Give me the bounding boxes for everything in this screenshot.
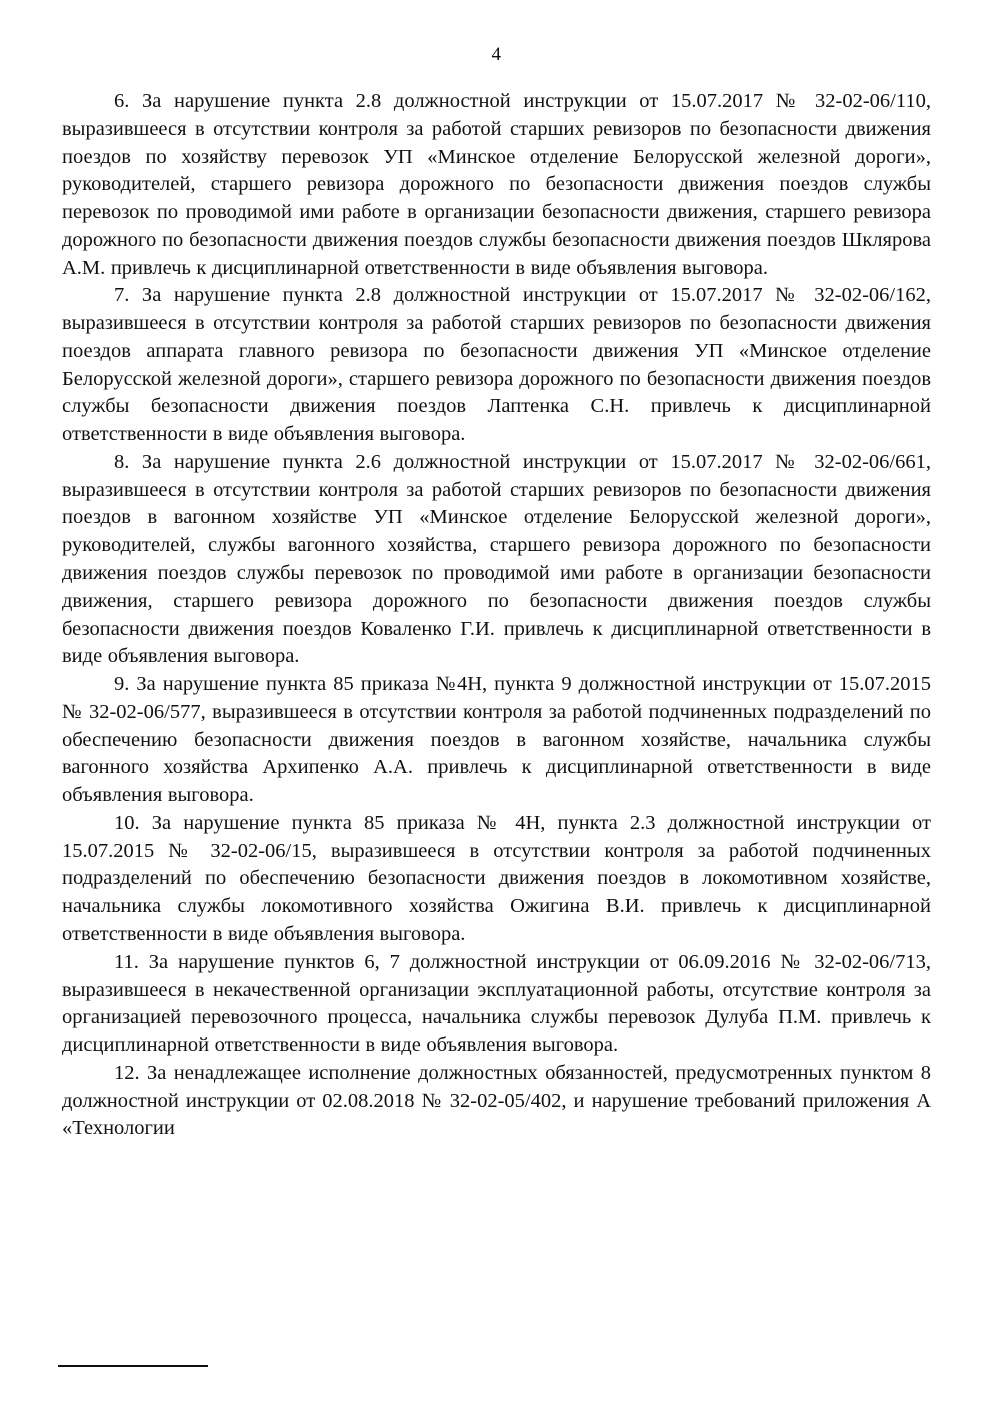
- document-body: [62, 88, 931, 1143]
- paragraph-9: 9. За нарушение пункта 85 приказа №4Н, пункта 9 должностной инструкции от 15.07.2015 № 32-02-06/577, выразившееся в отсутствии контроля за работой подчиненных подразделений по обеспечению безопасности движения поездов в вагонном хозяйстве, начальника службы вагонного хозяйства Архипенко А.А. привлечь к дисциплинарной ответственности в виде объявления выговора.: [62, 673, 931, 807]
- footer-divider: [58, 1365, 208, 1367]
- paragraph-8: 8. За нарушение пункта 2.6 должностной инструкции от 15.07.2017 № 32-02-06/661, выразившееся в отсутствии контроля за работой старших ревизоров по безопасности движения поездов в вагонном хозяйстве УП «Минское отделение Белорусской железной дороги», руководителей, службы вагонного хозяйства, старшего ревизора дорожного по безопасности движения поездов службы перевозок по проводимой ими работе в организации безопасности движения, старшего ревизора дорожного по безопасности движения поездов службы безопасности движения поездов Коваленко Г.И. привлечь к дисциплинарной ответственности в виде объявления выговора.: [62, 450, 931, 668]
- paragraph-6: 6. За нарушение пункта 2.8 должностной инструкции от 15.07.2017 № 32-02-06/110, выразившееся в отсутствии контроля за работой старших ревизоров по безопасности движения поездов по хозяйству перевозок УП «Минское отделение Белорусской железной дороги», руководителей, старшего ревизора дорожного по безопасности движения поездов службы перевозок по проводимой ими работе в организации безопасности движения, старшего ревизора дорожного по безопасности движения поездов службы безопасности движения поездов Шклярова А.М. привлечь к дисциплинарной ответственности в виде объявления выговора.: [62, 90, 931, 279]
- page-number: 4: [491, 44, 502, 65]
- paragraph-7: 7. За нарушение пункта 2.8 должностной инструкции от 15.07.2017 № 32-02-06/162, выразившееся в отсутствии контроля за работой старших ревизоров по безопасности движения поездов аппарата главного ревизора по безопасности движения УП «Минское отделение Белорусской железной дороги», старшего ревизора дорожного по безопасности движения поездов службы безопасности движения поездов Лаптенка С.Н. привлечь к дисциплинарной ответственности в виде объявления выговора.: [62, 284, 931, 446]
- paragraph-10: 10. За нарушение пункта 85 приказа № 4Н, пункта 2.3 должностной инструкции от 15.07.2015 № 32-02-06/15, выразившееся в отсутствии контроля за работой подчиненных подразделений по обеспечению безопасности движения поездов в локомотивном хозяйстве, начальника службы локомотивного хозяйства Ожигина В.И. привлечь к дисциплинарной ответственности в виде объявления выговора.: [62, 811, 931, 945]
- paragraph-12: 12. За ненадлежащее исполнение должностных обязанностей, предусмотренных пунктом 8 должностной инструкции от 02.08.2018 № 32-02-05/402, и нарушение требований приложения А «Технологии: [62, 1061, 931, 1140]
- paragraph-11: 11. За нарушение пунктов 6, 7 должностной инструкции от 06.09.2016 № 32-02-06/713, выразившееся в некачественной организации эксплуатационной работы, отсутствие контроля за организацией перевозочного процесса, начальника службы перевозок Дулуба П.М. привлечь к дисциплинарной ответственности в виде объявления выговора.: [62, 950, 931, 1057]
